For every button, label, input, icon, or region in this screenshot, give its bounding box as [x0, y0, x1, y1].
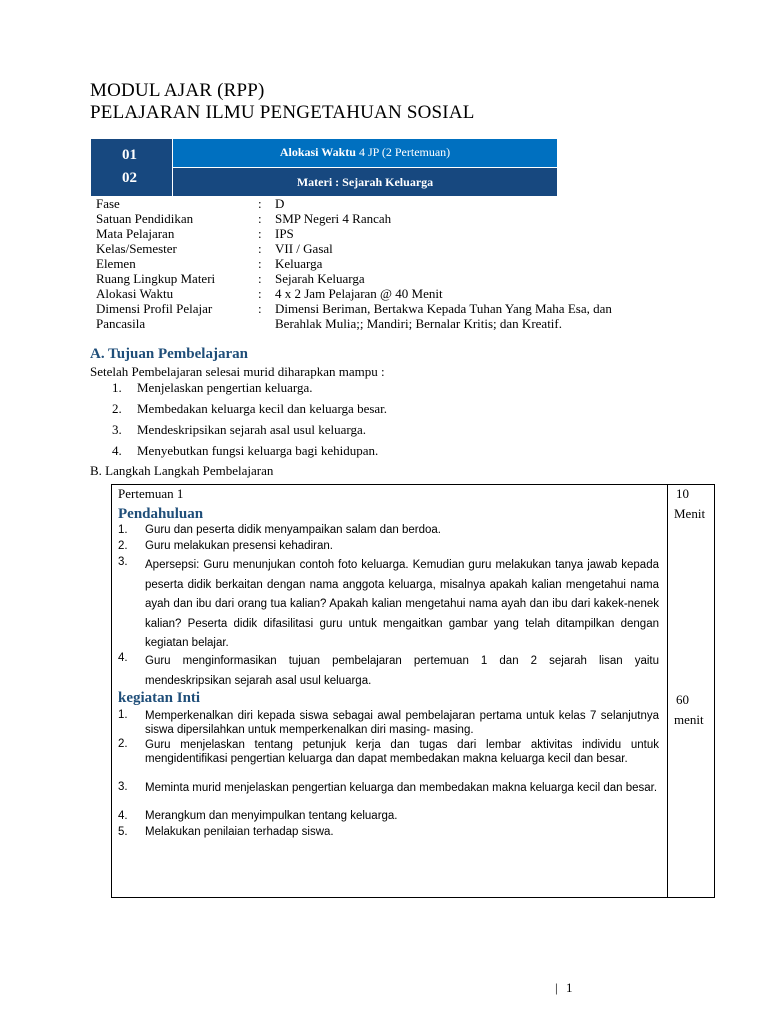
info-colon: :	[258, 301, 262, 316]
info-label: Mata Pelajaran	[96, 226, 175, 241]
info-colon: :	[258, 256, 262, 271]
goal-number: 1.	[112, 380, 122, 395]
info-colon: :	[258, 226, 262, 241]
band-alokasi-value: 4 JP (2 Pertemuan)	[355, 145, 451, 159]
info-label: Kelas/Semester	[96, 241, 177, 256]
info-colon: :	[258, 286, 262, 301]
goal-number: 4.	[112, 443, 122, 458]
info-label: Alokasi Waktu	[96, 286, 174, 301]
doc-subtitle: PELAJARAN ILMU PENGETAHUAN SOSIAL	[90, 102, 475, 123]
info-label: Pancasila	[96, 316, 146, 331]
pendahuluan-item: Guru menginformasikan tujuan pembelajaran pertemuan 1 dan 2 sejarah lisan yaitu mendeskripsikan sejarah asal usul keluarga.	[145, 655, 659, 687]
goal-number: 3.	[112, 422, 122, 437]
info-label: Satuan Pendidikan	[96, 211, 194, 226]
info-colon: :	[258, 196, 262, 211]
info-value: Keluarga	[275, 256, 323, 271]
info-label: Elemen	[96, 256, 136, 271]
page-separator: |	[555, 980, 558, 995]
info-label: Fase	[96, 196, 120, 211]
inti-item: Meminta murid menjelaskan pengertian keluarga dan membedakan makna keluarga kecil dan besar.	[145, 782, 658, 794]
info-value: 4 x 2 Jam Pelajaran @ 40 Menit	[275, 286, 443, 301]
inti-number: 3.	[118, 781, 128, 793]
pendahuluan-item: Guru dan peserta didik menyampaikan salam dan berdoa.	[145, 524, 441, 536]
pendahuluan-heading: Pendahuluan	[118, 506, 204, 522]
inti-heading: kegiatan Inti	[118, 690, 201, 706]
info-colon: :	[258, 211, 262, 226]
info-value: Dimensi Beriman, Bertakwa Kepada Tuhan Yang Maha Esa, dan	[275, 301, 612, 316]
section-b-heading: B. Langkah Langkah Pembelajaran	[90, 463, 274, 478]
band-materi: Materi : Sejarah Keluarga	[296, 175, 434, 189]
info-value: IPS	[275, 226, 294, 241]
inti-item: Memperkenalkan diri kepada siswa sebagai awal pembelajaran pertama untuk kelas 7 selanjutnya siswa dipersilahkan untuk memperkenalkan diri masing- masing.	[145, 710, 659, 736]
table-column-divider	[667, 484, 668, 898]
goal-item: Menyebutkan fungsi keluarga bagi kehidupan.	[137, 443, 379, 458]
goal-number: 2.	[112, 401, 122, 416]
time-pendahuluan-unit: Menit	[674, 506, 706, 521]
pendahuluan-number: 4.	[118, 652, 128, 664]
band-number-2: 02	[122, 170, 137, 186]
goal-item: Membedakan keluarga kecil dan keluarga besar.	[137, 401, 388, 416]
inti-item: Melakukan penilaian terhadap siswa.	[145, 826, 334, 838]
section-a-heading: A. Tujuan Pembelajaran	[90, 346, 248, 362]
pendahuluan-number: 2.	[118, 540, 128, 552]
pendahuluan-item: Apersepsi: Guru menunjukan contoh foto keluarga. Kemudian guru melakukan tanya jawab kepada peserta didik berkaitan dengan nama anggota keluarga, misalnya apakah kalian mengetahui nama ayah dan ibu dari orang tua kalian? Apakah kalian mengetahui nama ayah dan ibu dari kakek-nenek kalian? Peserta didik difasilitasi guru untuk mengaitkan gambar yang telah ditampilkan dengan kegiatan belajar.	[145, 559, 659, 649]
time-pendahuluan-value: 10	[676, 486, 689, 501]
time-inti-value: 60	[676, 692, 689, 707]
info-label: Dimensi Profil Pelajar	[96, 301, 213, 316]
info-value: Berahlak Mulia;; Mandiri; Bernalar Kritis; dan Kreatif.	[275, 316, 562, 331]
goal-item: Menjelaskan pengertian keluarga.	[137, 380, 313, 395]
pendahuluan-item: Guru melakukan presensi kehadiran.	[145, 540, 333, 552]
info-value: SMP Negeri 4 Rancah	[275, 211, 392, 226]
band-alokasi-label: Alokasi Waktu	[279, 145, 356, 159]
meeting-label: Pertemuan 1	[118, 486, 184, 501]
info-colon: :	[258, 271, 262, 286]
info-value: VII / Gasal	[275, 241, 333, 256]
pendahuluan-number: 1.	[118, 524, 128, 536]
inti-number: 5.	[118, 826, 128, 838]
page-number: 1	[566, 980, 573, 995]
info-value: D	[275, 196, 285, 211]
section-a-intro: Setelah Pembelajaran selesai murid diharapkan mampu :	[90, 364, 385, 379]
inti-item: Guru menjelaskan tentang petunjuk kerja dan tugas dari lembar aktivitas individu untuk mengidentifikasi pengertian keluarga dan dapat membedakan makna keluarga kecil dan besar.	[145, 739, 659, 765]
band-number-1: 01	[122, 147, 137, 163]
pendahuluan-number: 3.	[118, 556, 128, 568]
time-inti-unit: menit	[674, 712, 704, 727]
inti-number: 1.	[118, 709, 128, 721]
info-label: Ruang Lingkup Materi	[96, 271, 216, 286]
inti-number: 4.	[118, 810, 128, 822]
goal-item: Mendeskripsikan sejarah asal usul keluarga.	[137, 422, 366, 437]
inti-number: 2.	[118, 738, 128, 750]
inti-item: Merangkum dan menyimpulkan tentang keluarga.	[145, 810, 398, 822]
doc-title: MODUL AJAR (RPP)	[90, 80, 265, 101]
info-colon: :	[258, 241, 262, 256]
band-alokasi	[173, 145, 557, 160]
info-value: Sejarah Keluarga	[275, 271, 365, 286]
